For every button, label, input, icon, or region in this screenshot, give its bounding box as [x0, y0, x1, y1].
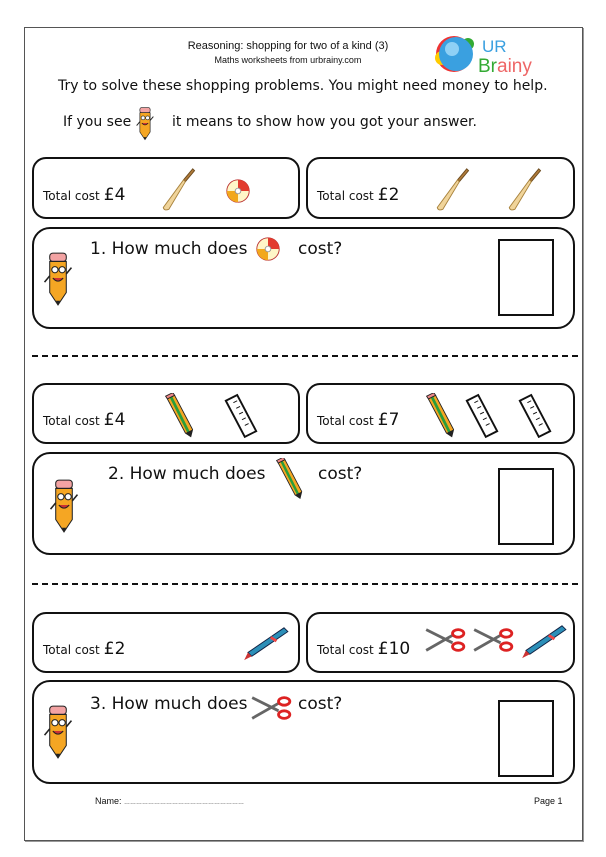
scissors-icon — [424, 624, 466, 656]
cut-line — [32, 355, 578, 357]
scissors-icon — [472, 624, 514, 656]
total-cost-label: Total cost — [317, 414, 374, 428]
price-box-left-1 — [32, 157, 300, 219]
cricket-bat-icon — [433, 167, 471, 213]
instruction-line-2-start: If you see — [63, 114, 132, 130]
pencil-icon — [423, 393, 459, 439]
question-box-2 — [32, 452, 575, 555]
question-box-3 — [32, 680, 575, 784]
ruler-icon — [463, 391, 501, 439]
worksheet-title: Reasoning: shopping for two of a kind (3) — [187, 40, 389, 52]
total-cost-price: £2 — [103, 639, 126, 659]
total-cost-price: £4 — [103, 185, 126, 205]
total-cost-price: £10 — [377, 639, 411, 659]
svg-text:UR: UR — [482, 37, 507, 56]
worksheet-subtitle: Maths worksheets from urbrainy.com — [214, 55, 362, 65]
total-cost-price: £4 — [103, 410, 126, 430]
pen-icon — [242, 624, 290, 662]
price-box-right-3 — [306, 612, 575, 673]
mascot-pencil-icon — [42, 249, 74, 307]
answer-box[interactable] — [498, 700, 554, 777]
price-box-right-2 — [306, 383, 575, 444]
pencil-icon — [162, 393, 198, 439]
total-cost-price: £7 — [377, 410, 400, 430]
ruler-icon — [222, 391, 260, 439]
total-cost-label: Total cost — [317, 189, 374, 203]
cricket-bat-icon — [159, 167, 197, 213]
question-text: 1. How much does — [90, 239, 248, 259]
page-number: Page 1 — [534, 796, 563, 806]
beach-ball-icon — [254, 235, 282, 263]
question-box-1 — [32, 227, 575, 329]
pen-icon — [520, 622, 568, 660]
total-cost-price: £2 — [377, 185, 400, 205]
scissors-icon — [250, 692, 292, 724]
price-box-left-3 — [32, 612, 300, 673]
question-cost: cost? — [298, 694, 343, 714]
name-field[interactable]: …………………………………………………… — [124, 800, 245, 806]
answer-box[interactable] — [498, 468, 554, 545]
cut-line — [32, 583, 578, 585]
answer-box[interactable] — [498, 239, 554, 316]
mascot-pencil-icon — [135, 105, 155, 141]
question-text: 2. How much does — [108, 464, 266, 484]
instruction-line-1: Try to solve these shopping problems. You might need money to help. — [58, 78, 548, 94]
price-box-right-1 — [306, 157, 575, 219]
ruler-icon — [516, 391, 554, 439]
price-box-left-2 — [32, 383, 300, 444]
total-cost-label: Total cost — [317, 643, 374, 657]
mascot-pencil-icon — [42, 702, 74, 760]
beach-ball-icon — [224, 177, 252, 205]
mascot-pencil-icon — [48, 476, 80, 534]
total-cost-label: Total cost — [43, 643, 100, 657]
instruction-line-2-end: it means to show how you got your answer. — [172, 114, 477, 130]
svg-text:Brainy: Brainy — [478, 56, 532, 76]
pencil-icon — [272, 458, 308, 500]
urbrainy-logo — [432, 32, 547, 76]
total-cost-label: Total cost — [43, 189, 100, 203]
question-text: 3. How much does — [90, 694, 248, 714]
question-cost: cost? — [298, 239, 343, 259]
cricket-bat-icon — [505, 167, 543, 213]
total-cost-label: Total cost — [43, 414, 100, 428]
name-label: Name: — [95, 796, 122, 806]
question-cost: cost? — [318, 464, 363, 484]
